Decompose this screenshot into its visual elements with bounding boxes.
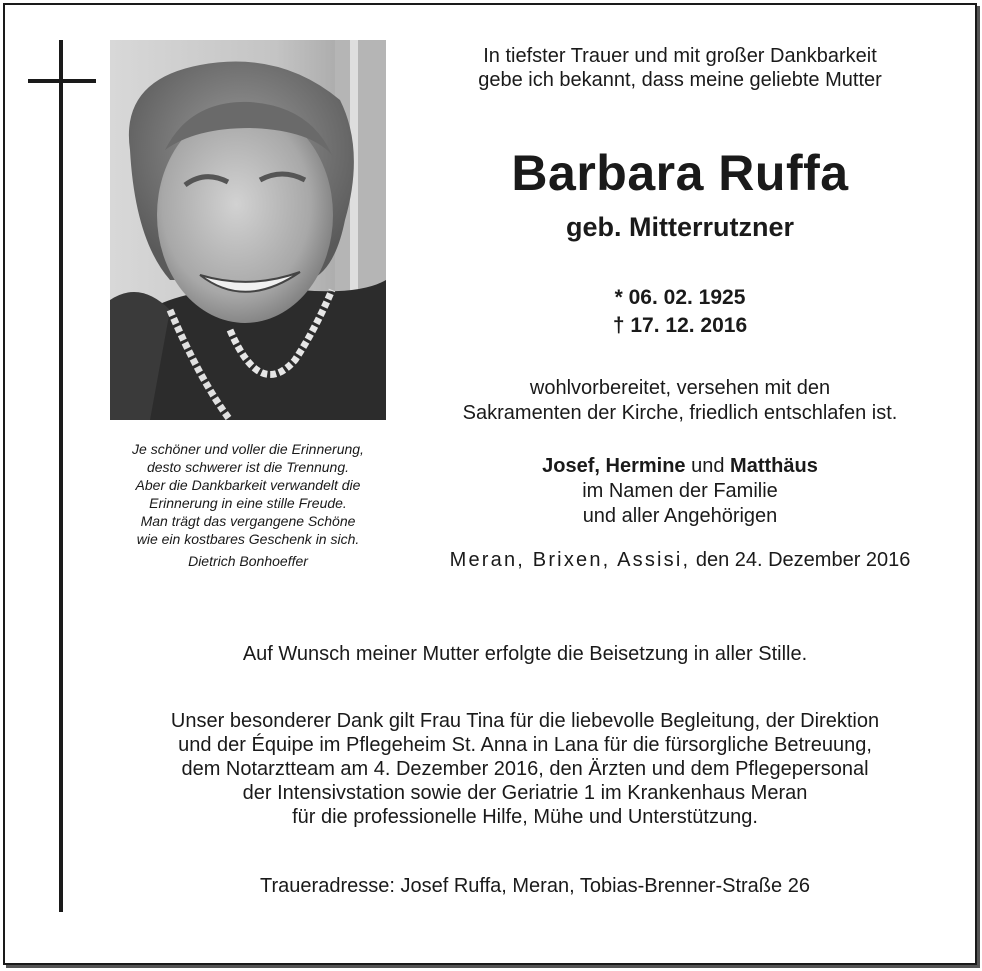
quote-line: Erinnerung in eine stille Freude. [149,495,347,511]
quote-line: Aber die Dankbarkeit verwandelt die [135,477,361,493]
death-date: † 17. 12. 2016 [612,314,748,337]
mourning-address: Traueradresse: Josef Ruffa, Meran, Tobias-Brenner-Straße 26 [260,875,810,897]
life-dates [410,284,950,340]
family-names [410,454,950,479]
thanks-block [95,709,955,829]
passing-text [410,376,950,426]
thanks-line: und der Équipe im Pflegeheim St. Anna in Lana für die fürsorgliche Betreuung, [178,734,872,756]
cross-icon-bar [28,79,96,83]
intro-line-1: In tiefster Trauer und mit großer Dankbarkeit [483,45,877,67]
family-line-3: und aller Angehörigen [582,505,778,527]
passing-line-1: wohlvorbereitet, versehen mit den [529,377,831,399]
passing-line-2: Sakramenten der Kirche, friedlich entschlafen ist. [462,402,898,424]
quote-block [100,440,396,570]
burial-note: Auf Wunsch meiner Mutter erfolgte die Beisetzung in aller Stille. [242,643,808,665]
quote-line: Je schöner und voller die Erinnerung, [132,441,364,457]
cross-icon [59,40,63,912]
quote-author: Dietrich Bonhoeffer [188,553,308,569]
family-name-1: Josef, Hermine [542,455,686,477]
quote-line: wie ein kostbares Geschenk in sich. [136,531,360,547]
portrait-photo [110,40,386,420]
intro-text [410,44,950,92]
family-conj: und [685,455,731,477]
notice-date: den 24. Dezember 2016 [690,549,911,571]
thanks-line: der Intensivstation sowie der Geriatrie 1 im Krankenhaus Meran [242,782,808,804]
deceased-name: Barbara Ruffa [511,145,849,201]
quote-line: Man trägt das vergangene Schöne [140,513,356,529]
places: Meran, Brixen, Assisi, [449,549,691,571]
birth-date: * 06. 02. 1925 [614,286,746,309]
family-signature [410,454,950,529]
thanks-line: Unser besonderer Dank gilt Frau Tina für die liebevolle Begleitung, der Direktion [170,710,880,732]
quote-line: desto schwerer ist die Trennung. [146,459,350,475]
family-line-2: im Namen der Familie [582,480,778,502]
place-date [410,548,950,573]
thanks-line: dem Notarztteam am 4. Dezember 2016, den Ärzten und dem Pflegepersonal [181,758,869,780]
thanks-line: für die professionelle Hilfe, Mühe und Unterstützung. [292,806,758,828]
family-name-2: Matthäus [730,455,818,477]
intro-line-2: gebe ich bekannt, dass meine geliebte Mutter [478,69,882,91]
maiden-name: geb. Mitterrutzner [565,212,794,242]
